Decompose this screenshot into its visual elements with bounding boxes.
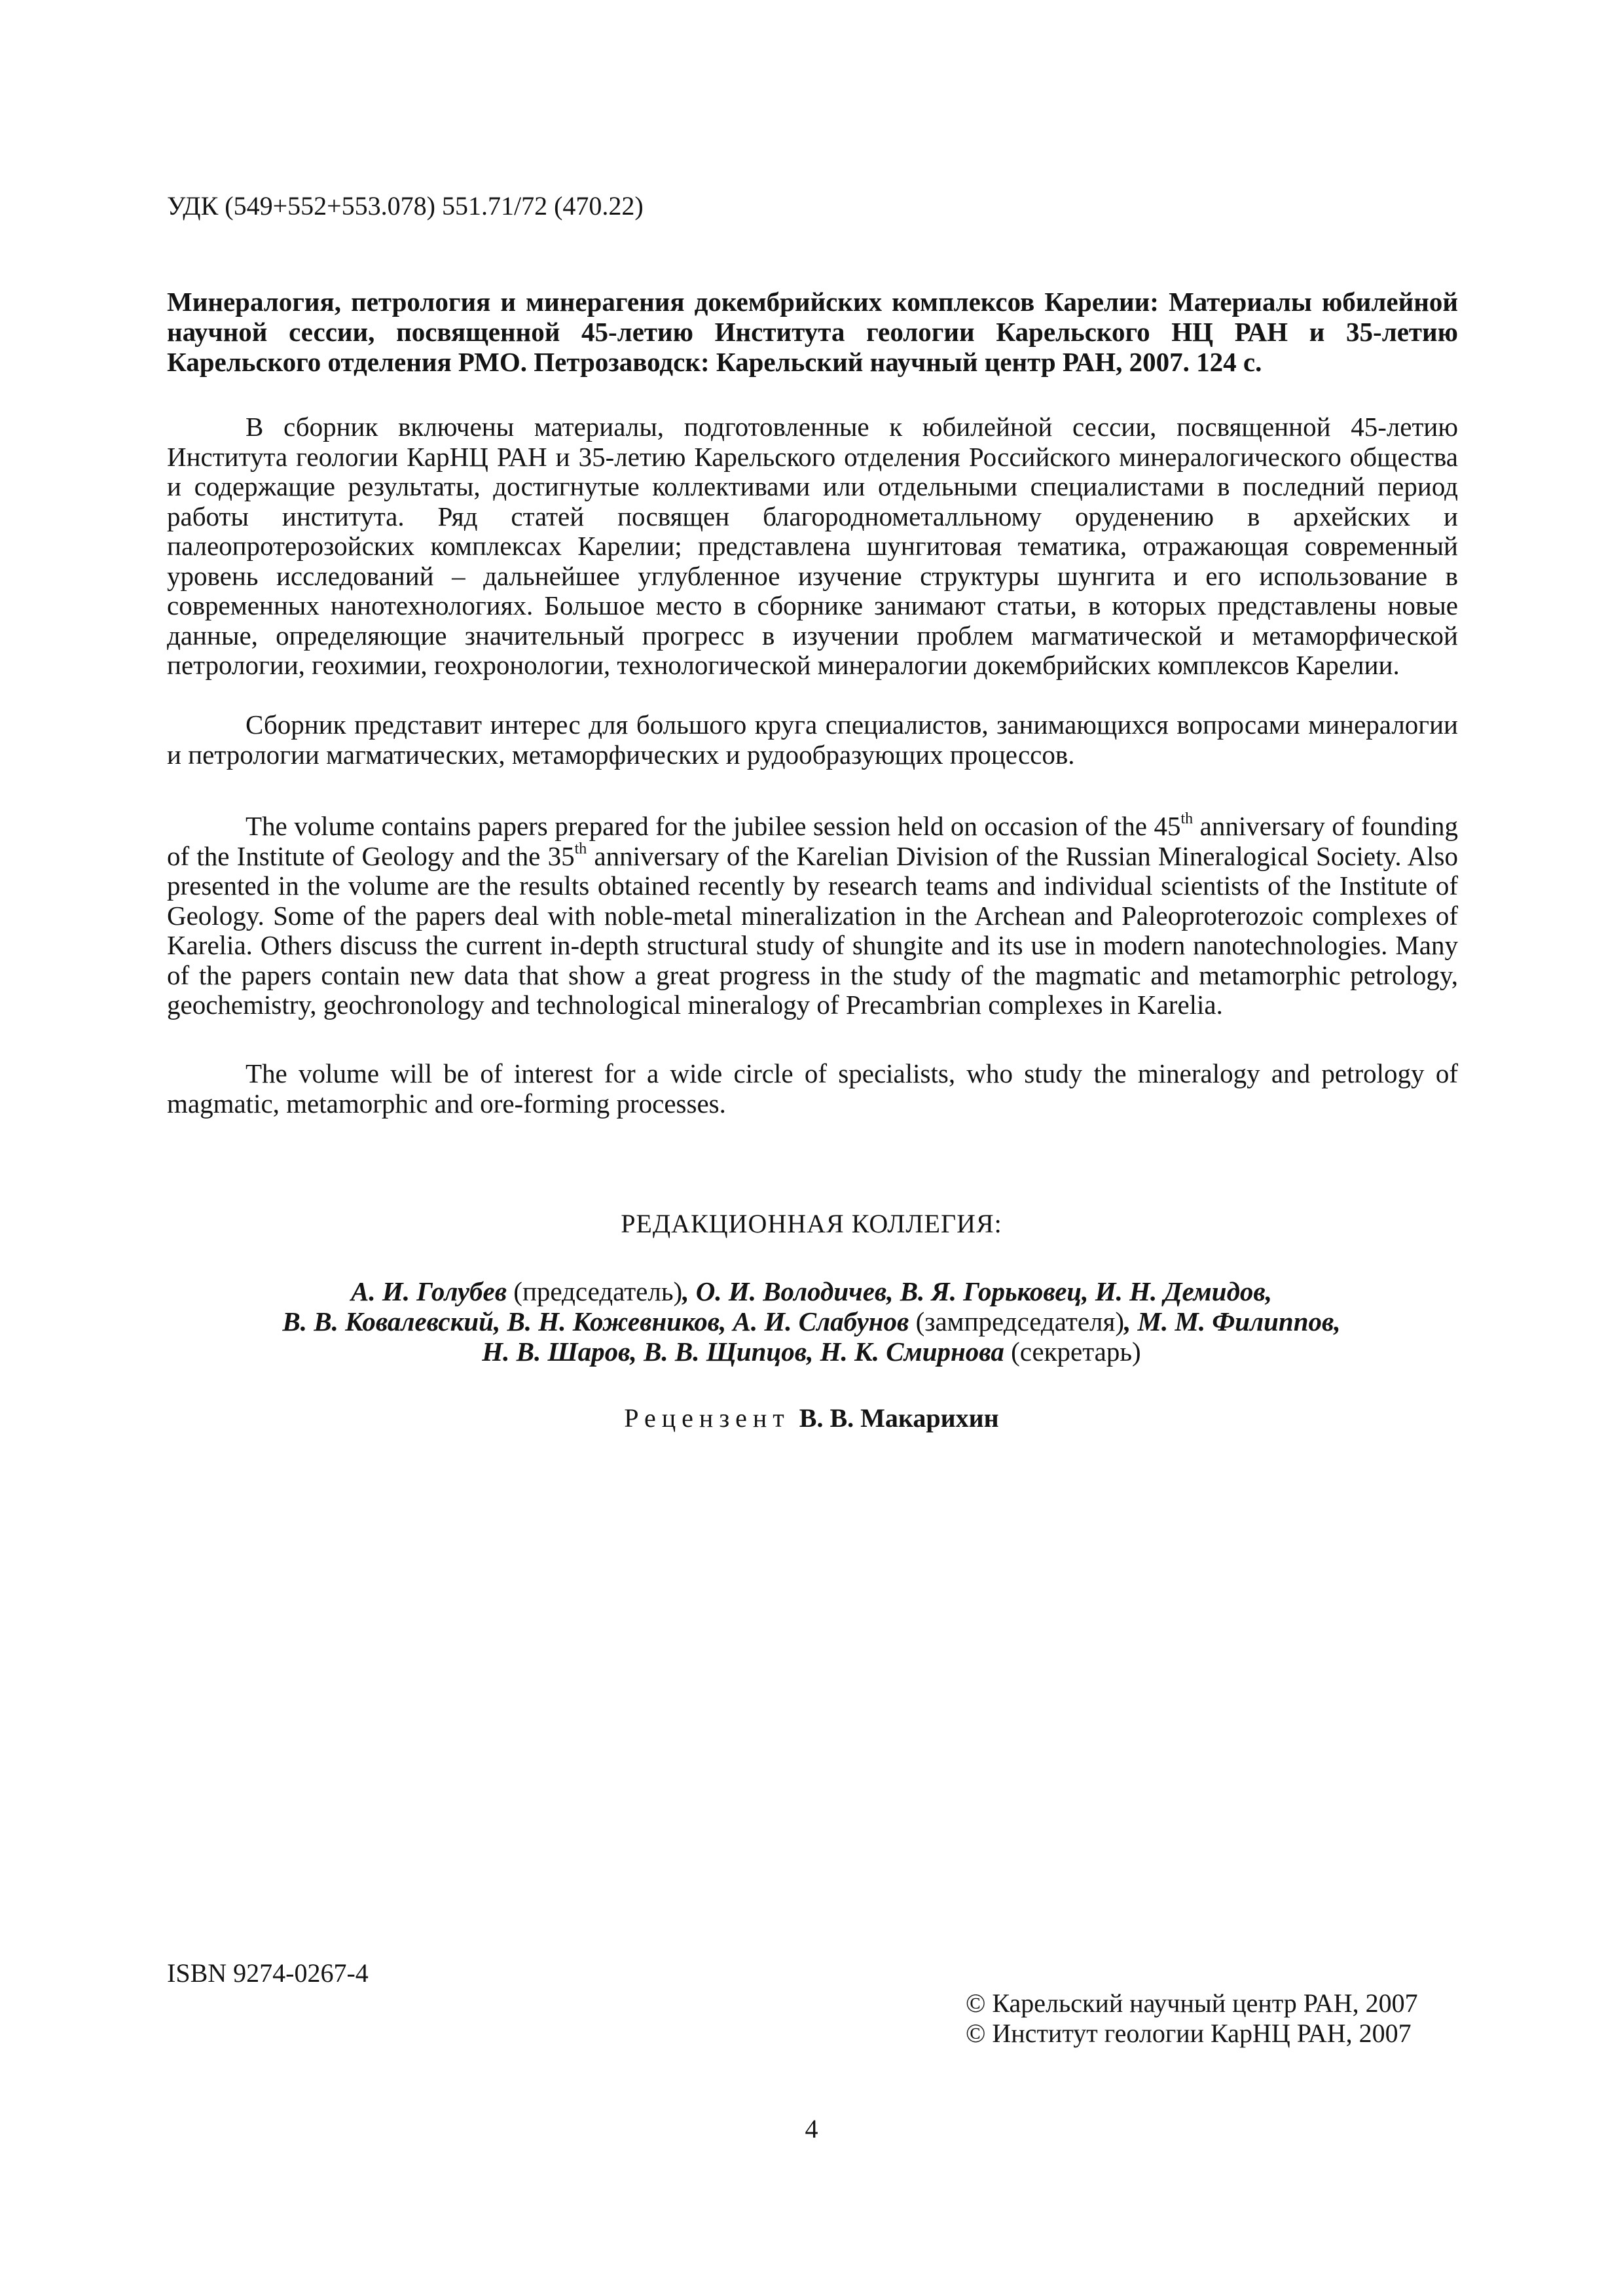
bibliographic-citation: Минералогия, петрология и минерагения докембрийских комплексов Карелии: Материалы юбилейной научной сессии, посвященной 45-летию Института геологии Карельского НЦ РАН и 35-летию Карельского отделения РМО. Петрозаводск: Карельский научный центр РАН, 2007. 124 с. (167, 287, 1458, 377)
abstract-ru-paragraph-2: Сборник представит интерес для большого круга специалистов, занимающихся вопросами минералогии и петрологии магматических, метаморфических и рудообразующих процессов. (167, 709, 1458, 770)
isbn: ISBN 9274-0267-4 (167, 1958, 369, 1988)
abstract-en-text: anniversary of the Karelian Division of the Russian Mineralogical Society. Also presented in the volume are the results obtained recently by research teams and individual scientists of the Institute of Geology. Some of the papers deal with noble-metal mineralization in the Archean and Paleoproterozoic complexes of Karelia. Others discuss the current in-depth structural study of shungite and its use in modern nanotechnologies. Many of the papers contain new data that show a great progress in the study of the magmatic and metamorphic petrology, geochemistry, geochronology and technological mineralogy of Precambrian complexes in Karelia. (167, 840, 1458, 1020)
editorial-board-list (0, 1276, 1623, 1367)
board-role: (секретарь) (1004, 1336, 1141, 1367)
reviewer-line (0, 1402, 1623, 1435)
board-role: (председатель) (507, 1276, 683, 1306)
abstract-en-text: The volume contains papers prepared for the jubilee session held on occasion of the 45 (246, 811, 1181, 841)
board-names: , М. М. Филиппов, (1124, 1306, 1341, 1336)
udk-code: УДК (549+552+553.078) 551.71/72 (470.22) (167, 191, 644, 221)
abstract-ru-paragraph-1: В сборник включены материалы, подготовленные к юбилейной сессии, посвященной 45-летию Института геологии КарНЦ РАН и 35-летию Карельского отделения Российского минералогического общества и содержащие результаты, достигнутые коллективами или отдельными специалистами в последний период работы института. Ряд статей посвящен благороднометалльному оруденению в архейских и палеопротерозойских комплексах Карелии; представлена шунгитовая тематика, отражающая современный уровень исследований – дальнейшее углубленное изучение структуры шунгита и его использование в современных нанотехнологиях. Большое место в сборнике занимают статьи, в которых представлены новые данные, определяющие значительный прогресс в изучении проблем магматической и метаморфической петрологии, геохимии, геохронологии, технологической минералогии докембрийских комплексов Карелии. (167, 412, 1458, 680)
board-role: (зампредседателя) (909, 1306, 1125, 1336)
copyright-line: © Карельский научный центр РАН, 2007 (966, 1988, 1418, 2018)
board-names: В. В. Ковалевский, В. Н. Кожевников, А. И. Слабунов (282, 1306, 909, 1336)
reviewer-label: Рецензент (624, 1403, 790, 1433)
abstract-en-paragraph-1 (167, 812, 1458, 1020)
abstract-en-paragraph-2: The volume will be of interest for a wide circle of specialists, who study the mineralogy and petrology of magmatic, metamorphic and ore-forming processes. (167, 1058, 1458, 1119)
reviewer-name: В. В. Макарихин (799, 1403, 999, 1433)
board-names: , О. И. Володичев, В. Я. Горьковец, И. Н. Демидов, (682, 1276, 1272, 1306)
ordinal-suffix: th (574, 840, 587, 857)
page-number: 4 (805, 2114, 818, 2144)
board-names: А. И. Голубев (351, 1276, 507, 1306)
copyright-line: © Институт геологии КарНЦ РАН, 2007 (966, 2018, 1412, 2048)
board-names: Н. В. Шаров, В. В. Щипцов, Н. К. Смирнова (482, 1336, 1004, 1367)
ordinal-suffix: th (1180, 810, 1194, 828)
abstract-en-text: anniversary of founding of the Institute of Geology and the 35 (167, 811, 1458, 871)
editorial-board-title: РЕДАКЦИОННАЯ КОЛЛЕГИЯ: (621, 1209, 1002, 1238)
